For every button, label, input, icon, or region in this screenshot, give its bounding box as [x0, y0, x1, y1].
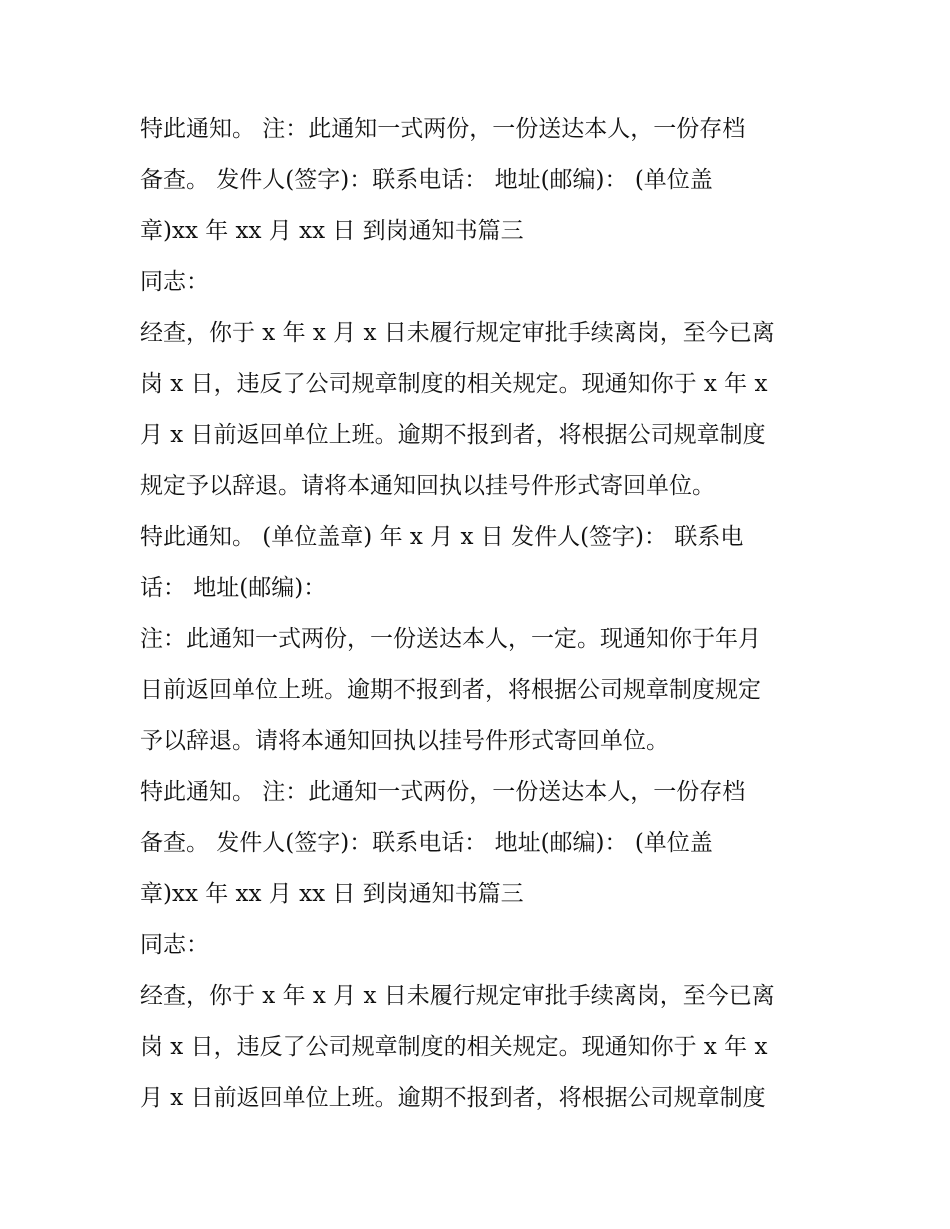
text-line-20: 月 x 日前返回单位上班。逾期不报到者，将根据公司规章制度	[140, 1085, 766, 1111]
text-line-17: 同志：	[140, 932, 209, 958]
text-line-12: 日前返回单位上班。逾期不报到者，将根据公司规章制度规定	[140, 677, 761, 703]
text-line-2: 备查。 发件人(签字)：联系电话： 地址(邮编)： (单位盖	[140, 167, 713, 193]
text-line-19: 岗 x 日，违反了公司规章制度的相关规定。现通知你于 x 年 x	[140, 1034, 768, 1060]
text-line-18: 经查，你于 x 年 x 月 x 日未履行规定审批手续离岗，至今已离	[140, 983, 775, 1009]
text-line-8: 规定予以辞退。请将本通知回执以挂号件形式寄回单位。	[140, 473, 715, 499]
text-line-13: 予以辞退。请将本通知回执以挂号件形式寄回单位。	[140, 728, 669, 754]
text-line-3: 章)xx 年 xx 月 xx 日 到岗通知书篇三	[140, 218, 524, 244]
text-line-1: 特此通知。 注：此通知一式两份，一份送达本人，一份存档	[140, 116, 746, 142]
text-line-4: 同志：	[140, 269, 209, 295]
text-line-16: 章)xx 年 xx 月 xx 日 到岗通知书篇三	[140, 881, 524, 907]
text-line-15: 备查。 发件人(签字)：联系电话： 地址(邮编)： (单位盖	[140, 830, 713, 856]
text-line-9: 特此通知。 (单位盖章) 年 x 月 x 日 发件人(签字)： 联系电	[140, 524, 744, 550]
text-line-5: 经查，你于 x 年 x 月 x 日未履行规定审批手续离岗，至今已离	[140, 320, 775, 346]
document-body	[140, 104, 820, 1124]
text-line-11: 注：此通知一式两份，一份送达本人，一定。现通知你于年月	[140, 626, 761, 652]
text-line-7: 月 x 日前返回单位上班。逾期不报到者，将根据公司规章制度	[140, 422, 766, 448]
text-line-6: 岗 x 日，违反了公司规章制度的相关规定。现通知你于 x 年 x	[140, 371, 768, 397]
text-line-14: 特此通知。 注：此通知一式两份，一份送达本人，一份存档	[140, 779, 746, 805]
text-line-10: 话： 地址(邮编)：	[140, 575, 327, 601]
